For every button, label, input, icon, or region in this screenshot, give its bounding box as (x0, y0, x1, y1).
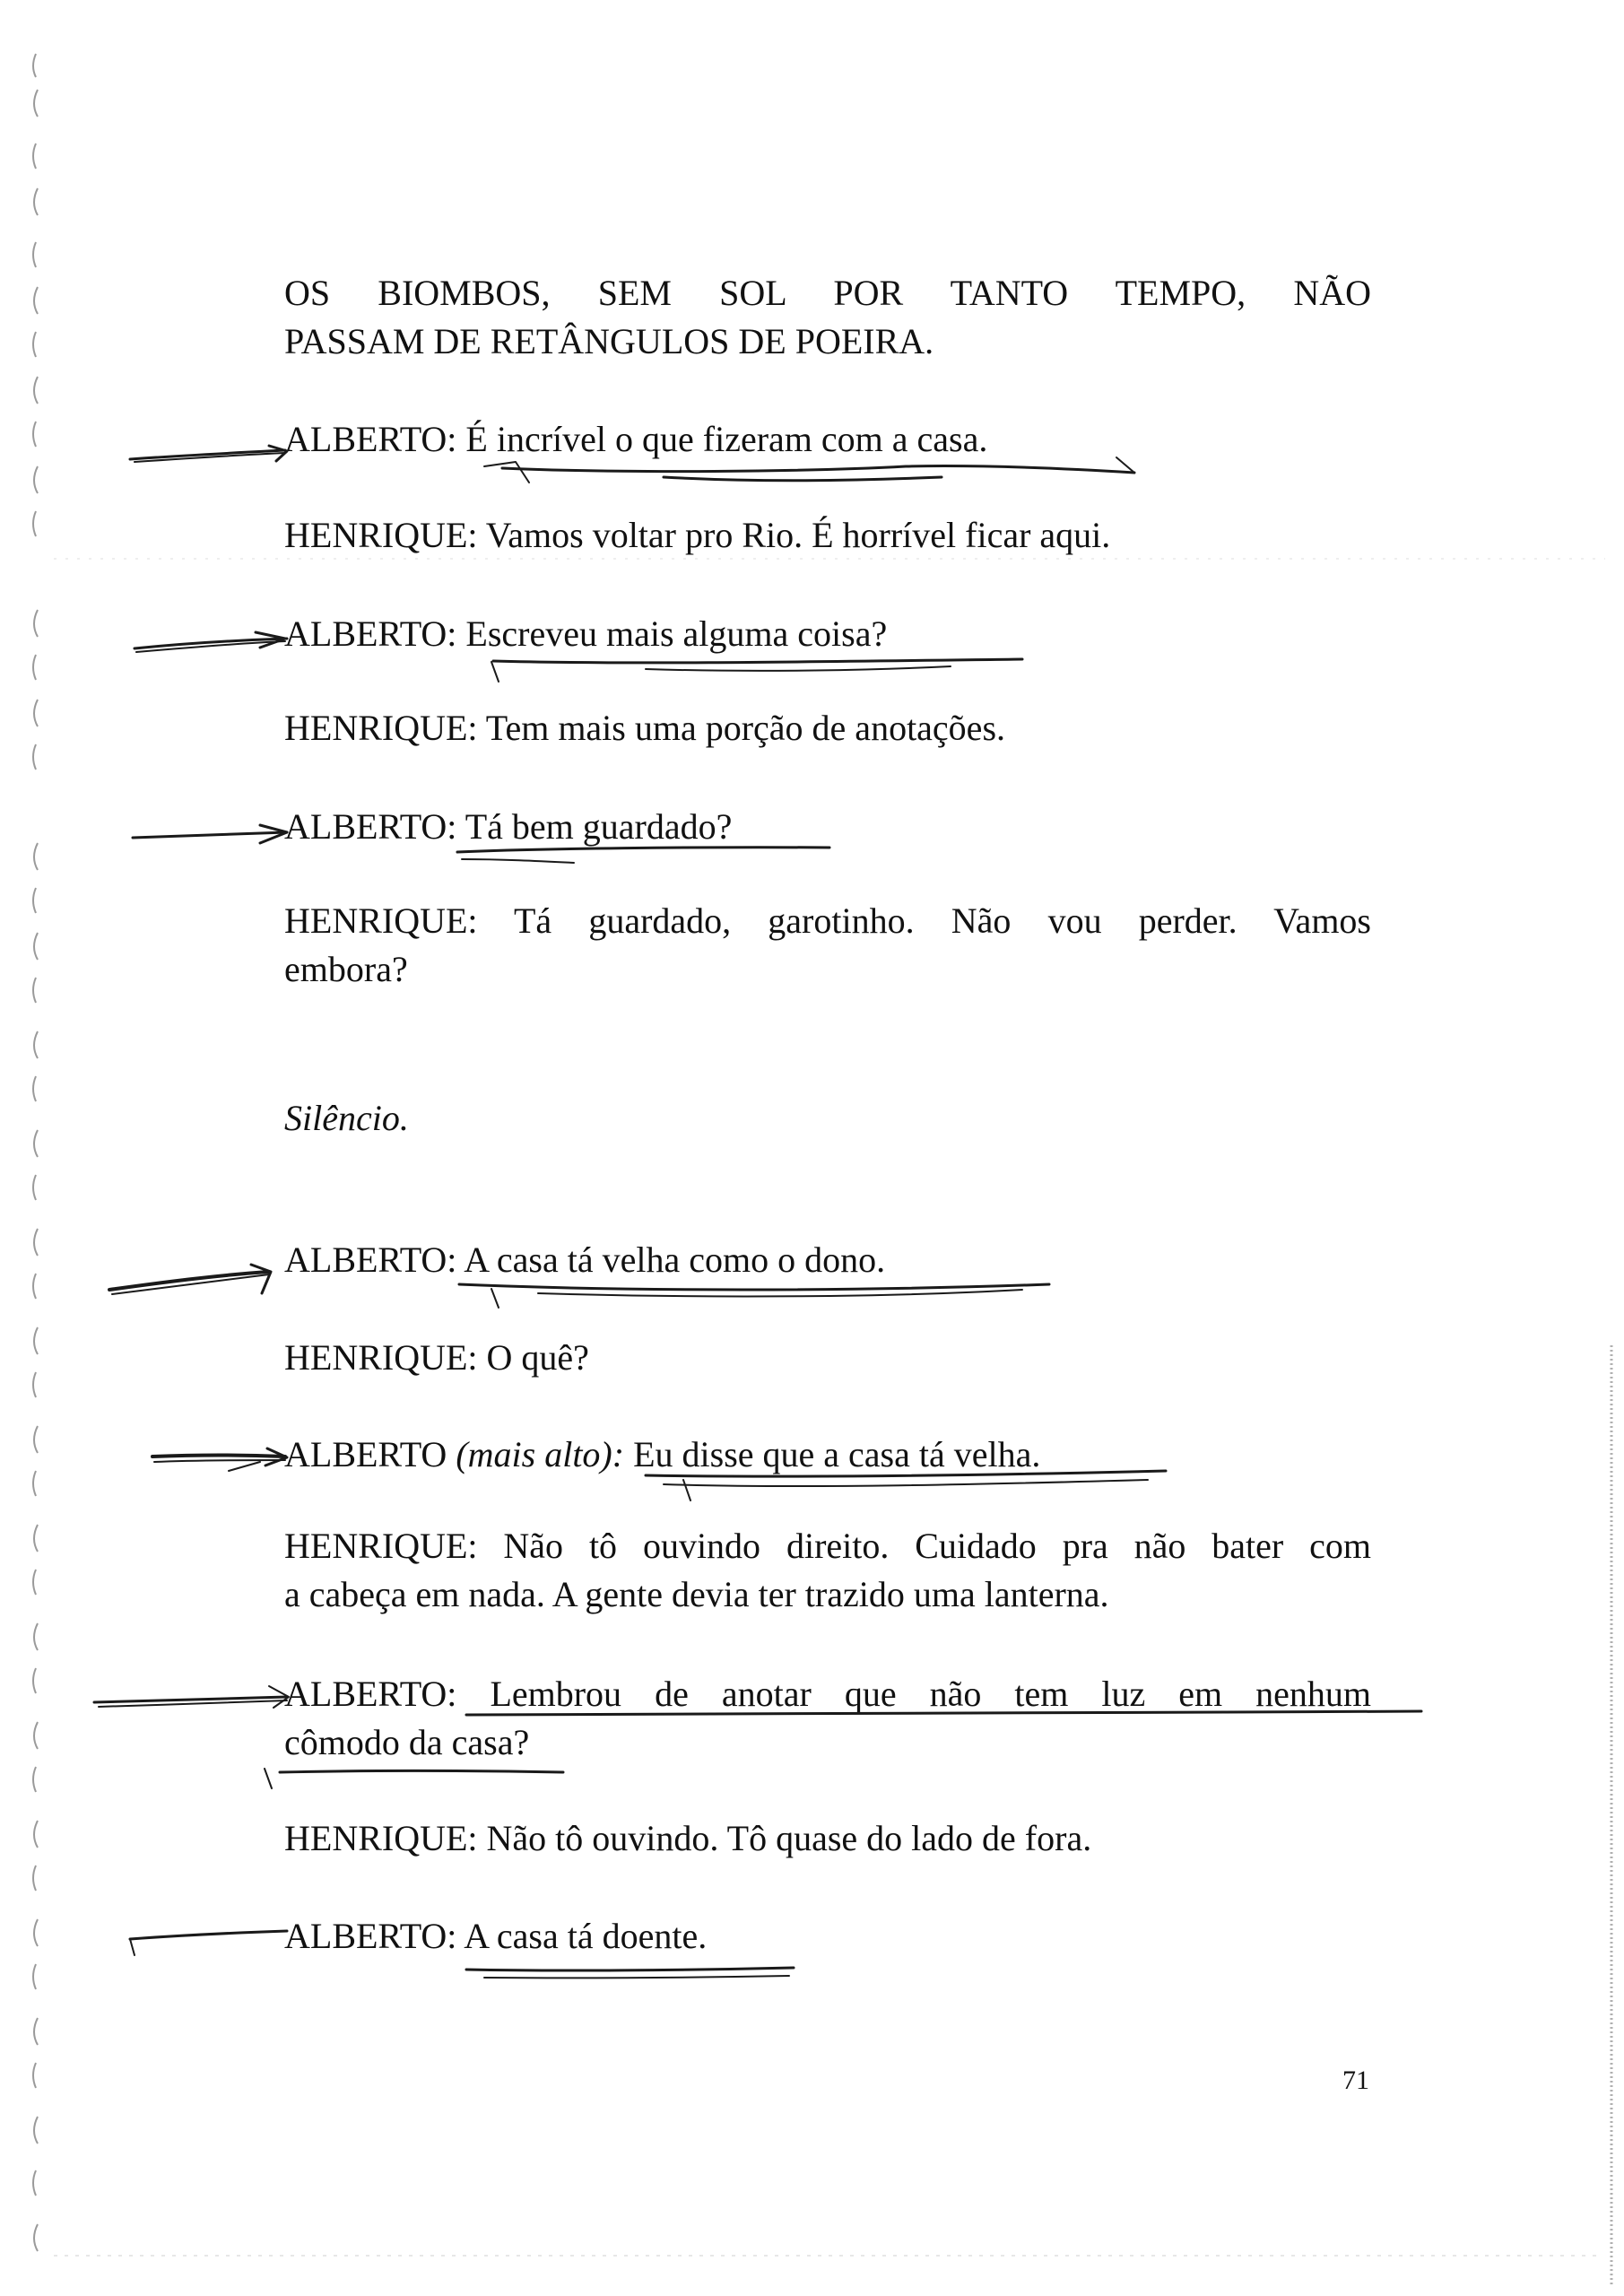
stage-direction-line-1: OS BIOMBOS, SEM SOL POR TANTO TEMPO, NÃO (284, 273, 1371, 313)
pen-arrow-mark (130, 1931, 287, 1955)
dialogue-text: ALBERTO: Escreveu mais alguma coisa? (284, 613, 888, 654)
dialogue-line (284, 415, 1371, 464)
dialogue-line (284, 610, 1371, 658)
dialogue-text-line-2: embora? (284, 949, 408, 989)
dialogue-line (284, 1912, 1371, 1961)
stage-direction-line-2: PASSAM DE RETÂNGULOS DE POEIRA. (284, 321, 934, 361)
page-number: 71 (1342, 2066, 1369, 2095)
pen-arrow-mark (109, 1265, 271, 1294)
dialogue-line (284, 704, 1371, 752)
dialogue-line (284, 1236, 1371, 1284)
dialogue-line (284, 1431, 1371, 1479)
pen-underline-mark (466, 1968, 794, 1978)
dialogue-text: ALBERTO: Tá bem guardado? (284, 806, 733, 847)
dialogue-text: HENRIQUE: Não tô ouvindo. Tô quase do lado de fora. (284, 1818, 1092, 1858)
pen-arrow-mark (133, 825, 287, 843)
stage-direction-inline: (mais alto): (456, 1434, 625, 1474)
dialogue-line (284, 803, 1371, 851)
pen-arrow-mark (130, 446, 287, 462)
dialogue-text-line-1: ALBERTO: Lembrou de anotar que não tem luz em nenhum (284, 1674, 1371, 1714)
dialogue-text: ALBERTO: É incrível o que fizeram com a casa. (284, 419, 988, 459)
pen-arrow-mark (152, 1448, 287, 1471)
stage-direction (284, 269, 1371, 366)
dialogue-text-line-2: cômodo da casa? (284, 1722, 530, 1762)
dialogue-line (284, 1814, 1371, 1863)
dialogue-text: Eu disse que a casa tá velha. (633, 1434, 1041, 1474)
stage-direction-silencio (284, 1094, 1371, 1143)
pen-arrow-mark (94, 1686, 289, 1708)
stage-direction-text: Silêncio. (284, 1098, 409, 1138)
dialogue-line (284, 897, 1371, 994)
dialogue-text-line-1: HENRIQUE: Não tô ouvindo direito. Cuidado pra não bater com (284, 1526, 1371, 1566)
dialogue-line (284, 1522, 1371, 1619)
dialogue-line (284, 1334, 1371, 1382)
pen-underline-mark (491, 659, 1022, 682)
dialogue-text: ALBERTO: A casa tá doente. (284, 1916, 708, 1956)
dialogue-text: ALBERTO: A casa tá velha como o dono. (284, 1239, 886, 1280)
dialogue-text-line-1: HENRIQUE: Tá guardado, garotinho. Não vou perder. Vamos (284, 900, 1371, 941)
speaker-name: ALBERTO (284, 1434, 447, 1474)
dialogue-line (284, 1670, 1371, 1767)
dialogue-text-line-2: a cabeça em nada. A gente devia ter trazido uma lanterna. (284, 1574, 1109, 1614)
pen-underline-mark (459, 1284, 1049, 1308)
pen-arrow-mark (135, 632, 287, 652)
dialogue-text: HENRIQUE: O quê? (284, 1337, 589, 1378)
dialogue-line (284, 511, 1371, 560)
dialogue-text: HENRIQUE: Vamos voltar pro Rio. É horrível ficar aqui. (284, 515, 1111, 555)
dialogue-text: HENRIQUE: Tem mais uma porção de anotações. (284, 708, 1006, 748)
